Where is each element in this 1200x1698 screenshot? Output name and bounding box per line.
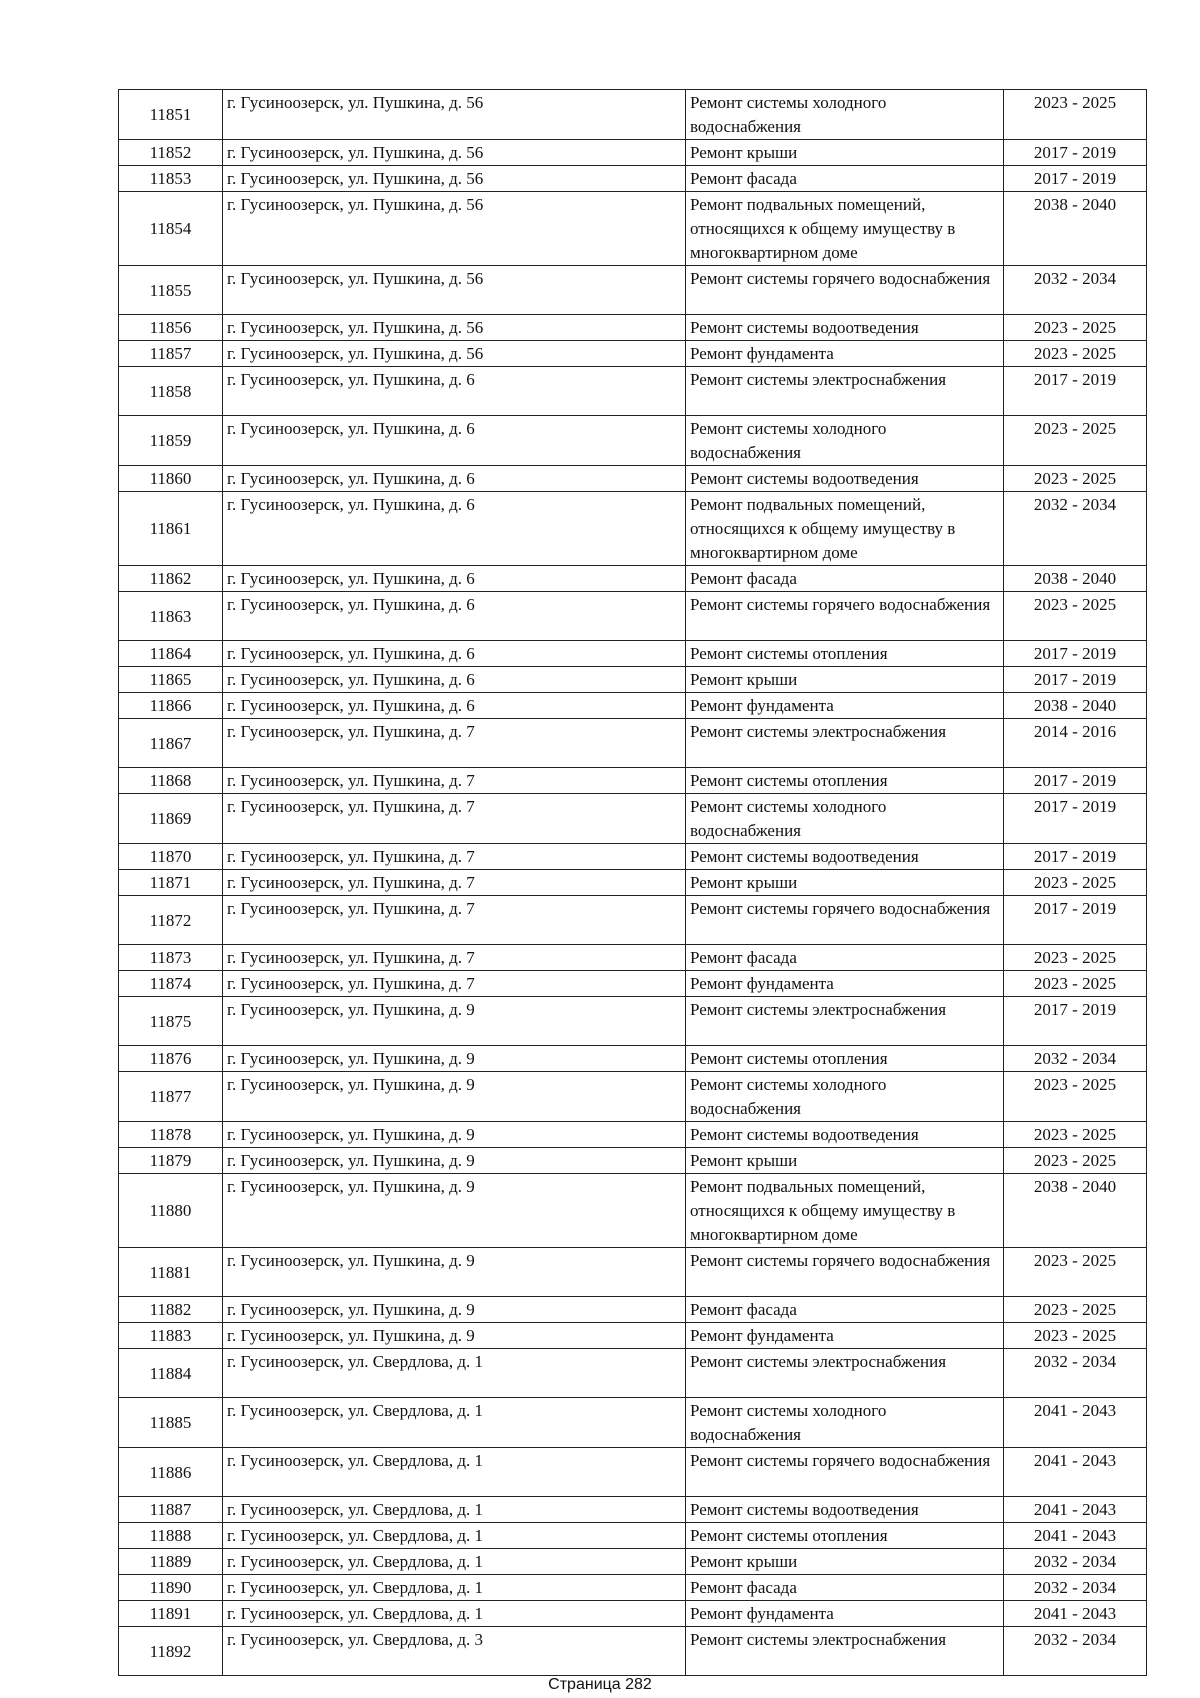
period-cell: 2017 - 2019 [1004,896,1147,945]
table-row [119,719,1147,768]
table-row [119,1627,1147,1676]
row-number-cell: 11852 [119,140,223,166]
address-cell: г. Гусиноозерск, ул. Пушкина, д. 9 [223,997,686,1046]
row-number-cell: 11853 [119,166,223,192]
period-cell: 2017 - 2019 [1004,140,1147,166]
work-type-cell: Ремонт системы электроснабжения [686,997,1004,1046]
table-row [119,667,1147,693]
address-cell: г. Гусиноозерск, ул. Пушкина, д. 6 [223,466,686,492]
work-type-cell: Ремонт фундамента [686,1323,1004,1349]
table-row [119,592,1147,641]
row-number-cell: 11891 [119,1601,223,1627]
row-number-cell: 11878 [119,1122,223,1148]
address-cell: г. Гусиноозерск, ул. Пушкина, д. 9 [223,1072,686,1122]
table-row [119,315,1147,341]
address-cell: г. Гусиноозерск, ул. Пушкина, д. 9 [223,1248,686,1297]
work-type-cell: Ремонт системы электроснабжения [686,719,1004,768]
row-number-cell: 11870 [119,844,223,870]
row-number-cell: 11880 [119,1174,223,1248]
work-type-cell: Ремонт системы водоотведения [686,466,1004,492]
work-type-cell: Ремонт системы водоотведения [686,844,1004,870]
period-cell: 2023 - 2025 [1004,466,1147,492]
period-cell: 2014 - 2016 [1004,719,1147,768]
table-row [119,1549,1147,1575]
table-row [119,1248,1147,1297]
table-row [119,1072,1147,1122]
period-cell: 2017 - 2019 [1004,844,1147,870]
period-cell: 2032 - 2034 [1004,1627,1147,1676]
address-cell: г. Гусиноозерск, ул. Пушкина, д. 7 [223,870,686,896]
work-type-cell: Ремонт подвальных помещений, относящихся к общему имуществу в многоквартирном доме [686,1174,1004,1248]
address-cell: г. Гусиноозерск, ул. Пушкина, д. 7 [223,768,686,794]
table-row [119,1148,1147,1174]
table-row [119,641,1147,667]
row-number-cell: 11889 [119,1549,223,1575]
row-number-cell: 11873 [119,945,223,971]
table-row [119,166,1147,192]
period-cell: 2032 - 2034 [1004,492,1147,566]
row-number-cell: 11886 [119,1448,223,1497]
row-number-cell: 11876 [119,1046,223,1072]
table-row [119,1601,1147,1627]
row-number-cell: 11883 [119,1323,223,1349]
work-type-cell: Ремонт фасада [686,1297,1004,1323]
period-cell: 2041 - 2043 [1004,1523,1147,1549]
work-type-cell: Ремонт системы электроснабжения [686,1349,1004,1398]
work-type-cell: Ремонт системы холодного водоснабжения [686,416,1004,466]
address-cell: г. Гусиноозерск, ул. Пушкина, д. 6 [223,416,686,466]
row-number-cell: 11867 [119,719,223,768]
period-cell: 2032 - 2034 [1004,1575,1147,1601]
table-row [119,1448,1147,1497]
period-cell: 2023 - 2025 [1004,1323,1147,1349]
work-type-cell: Ремонт крыши [686,870,1004,896]
period-cell: 2032 - 2034 [1004,1046,1147,1072]
row-number-cell: 11890 [119,1575,223,1601]
row-number-cell: 11871 [119,870,223,896]
row-number-cell: 11860 [119,466,223,492]
address-cell: г. Гусиноозерск, ул. Пушкина, д. 7 [223,971,686,997]
work-type-cell: Ремонт системы водоотведения [686,315,1004,341]
period-cell: 2017 - 2019 [1004,667,1147,693]
work-type-cell: Ремонт подвальных помещений, относящихся к общему имуществу в многоквартирном доме [686,492,1004,566]
row-number-cell: 11869 [119,794,223,844]
work-type-cell: Ремонт системы горячего водоснабжения [686,896,1004,945]
row-number-cell: 11866 [119,693,223,719]
row-number-cell: 11857 [119,341,223,367]
table-row [119,466,1147,492]
table-row [119,1122,1147,1148]
period-cell: 2032 - 2034 [1004,1349,1147,1398]
work-type-cell: Ремонт фундамента [686,693,1004,719]
address-cell: г. Гусиноозерск, ул. Пушкина, д. 9 [223,1174,686,1248]
address-cell: г. Гусиноозерск, ул. Пушкина, д. 9 [223,1297,686,1323]
period-cell: 2023 - 2025 [1004,1297,1147,1323]
table-row [119,416,1147,466]
address-cell: г. Гусиноозерск, ул. Пушкина, д. 56 [223,315,686,341]
work-type-cell: Ремонт системы холодного водоснабжения [686,1398,1004,1448]
address-cell: г. Гусиноозерск, ул. Пушкина, д. 7 [223,719,686,768]
table-row [119,844,1147,870]
address-cell: г. Гусиноозерск, ул. Пушкина, д. 9 [223,1046,686,1072]
table-row [119,266,1147,315]
period-cell: 2023 - 2025 [1004,592,1147,641]
table-row [119,566,1147,592]
table-row [119,945,1147,971]
work-type-cell: Ремонт фасада [686,945,1004,971]
period-cell: 2041 - 2043 [1004,1398,1147,1448]
table-row [119,1297,1147,1323]
period-cell: 2038 - 2040 [1004,192,1147,266]
row-number-cell: 11885 [119,1398,223,1448]
work-type-cell: Ремонт фасада [686,166,1004,192]
address-cell: г. Гусиноозерск, ул. Пушкина, д. 56 [223,166,686,192]
row-number-cell: 11872 [119,896,223,945]
work-type-cell: Ремонт системы холодного водоснабжения [686,794,1004,844]
table-row [119,1575,1147,1601]
period-cell: 2017 - 2019 [1004,641,1147,667]
row-number-cell: 11865 [119,667,223,693]
address-cell: г. Гусиноозерск, ул. Пушкина, д. 6 [223,641,686,667]
address-cell: г. Гусиноозерск, ул. Пушкина, д. 56 [223,192,686,266]
row-number-cell: 11877 [119,1072,223,1122]
table-row [119,794,1147,844]
row-number-cell: 11874 [119,971,223,997]
row-number-cell: 11879 [119,1148,223,1174]
period-cell: 2017 - 2019 [1004,997,1147,1046]
work-type-cell: Ремонт системы горячего водоснабжения [686,592,1004,641]
period-cell: 2023 - 2025 [1004,870,1147,896]
work-type-cell: Ремонт системы отопления [686,1046,1004,1072]
table-row [119,1323,1147,1349]
period-cell: 2023 - 2025 [1004,945,1147,971]
address-cell: г. Гусиноозерск, ул. Пушкина, д. 7 [223,844,686,870]
period-cell: 2032 - 2034 [1004,1549,1147,1575]
table-row [119,1174,1147,1248]
address-cell: г. Гусиноозерск, ул. Пушкина, д. 7 [223,794,686,844]
address-cell: г. Гусиноозерск, ул. Пушкина, д. 56 [223,140,686,166]
address-cell: г. Гусиноозерск, ул. Свердлова, д. 1 [223,1601,686,1627]
work-type-cell: Ремонт системы водоотведения [686,1497,1004,1523]
table-row [119,341,1147,367]
period-cell: 2032 - 2034 [1004,266,1147,315]
period-cell: 2023 - 2025 [1004,1248,1147,1297]
period-cell: 2023 - 2025 [1004,315,1147,341]
period-cell: 2017 - 2019 [1004,794,1147,844]
table-row [119,768,1147,794]
address-cell: г. Гусиноозерск, ул. Свердлова, д. 1 [223,1349,686,1398]
table-row [119,1398,1147,1448]
work-type-cell: Ремонт крыши [686,1549,1004,1575]
table-row [119,1046,1147,1072]
work-type-cell: Ремонт крыши [686,140,1004,166]
period-cell: 2041 - 2043 [1004,1497,1147,1523]
work-type-cell: Ремонт фасада [686,1575,1004,1601]
row-number-cell: 11888 [119,1523,223,1549]
period-cell: 2023 - 2025 [1004,90,1147,140]
work-type-cell: Ремонт системы отопления [686,1523,1004,1549]
period-cell: 2023 - 2025 [1004,1122,1147,1148]
address-cell: г. Гусиноозерск, ул. Пушкина, д. 6 [223,592,686,641]
address-cell: г. Гусиноозерск, ул. Пушкина, д. 9 [223,1148,686,1174]
row-number-cell: 11855 [119,266,223,315]
address-cell: г. Гусиноозерск, ул. Пушкина, д. 9 [223,1323,686,1349]
work-type-cell: Ремонт фундамента [686,1601,1004,1627]
table-row [119,997,1147,1046]
address-cell: г. Гусиноозерск, ул. Свердлова, д. 3 [223,1627,686,1676]
period-cell: 2023 - 2025 [1004,341,1147,367]
work-type-cell: Ремонт системы холодного водоснабжения [686,90,1004,140]
work-type-cell: Ремонт крыши [686,667,1004,693]
address-cell: г. Гусиноозерск, ул. Пушкина, д. 56 [223,266,686,315]
work-type-cell: Ремонт фасада [686,566,1004,592]
table-row [119,896,1147,945]
period-cell: 2017 - 2019 [1004,166,1147,192]
page-number: Страница 282 [548,1676,652,1693]
table-body [119,90,1147,1676]
period-cell: 2041 - 2043 [1004,1601,1147,1627]
address-cell: г. Гусиноозерск, ул. Пушкина, д. 6 [223,367,686,416]
work-type-cell: Ремонт подвальных помещений, относящихся к общему имуществу в многоквартирном доме [686,192,1004,266]
table-row [119,192,1147,266]
work-type-cell: Ремонт системы отопления [686,768,1004,794]
work-type-cell: Ремонт системы водоотведения [686,1122,1004,1148]
period-cell: 2041 - 2043 [1004,1448,1147,1497]
address-cell: г. Гусиноозерск, ул. Свердлова, д. 1 [223,1448,686,1497]
work-type-cell: Ремонт системы горячего водоснабжения [686,1248,1004,1297]
row-number-cell: 11861 [119,492,223,566]
row-number-cell: 11892 [119,1627,223,1676]
period-cell: 2023 - 2025 [1004,1148,1147,1174]
period-cell: 2038 - 2040 [1004,566,1147,592]
table-row [119,1349,1147,1398]
row-number-cell: 11863 [119,592,223,641]
row-number-cell: 11882 [119,1297,223,1323]
row-number-cell: 11875 [119,997,223,1046]
work-type-cell: Ремонт фундамента [686,971,1004,997]
address-cell: г. Гусиноозерск, ул. Пушкина, д. 56 [223,90,686,140]
address-cell: г. Гусиноозерск, ул. Пушкина, д. 56 [223,341,686,367]
work-type-cell: Ремонт системы электроснабжения [686,367,1004,416]
table-row [119,1497,1147,1523]
row-number-cell: 11881 [119,1248,223,1297]
period-cell: 2017 - 2019 [1004,768,1147,794]
table-row [119,90,1147,140]
address-cell: г. Гусиноозерск, ул. Свердлова, д. 1 [223,1497,686,1523]
address-cell: г. Гусиноозерск, ул. Свердлова, д. 1 [223,1575,686,1601]
address-cell: г. Гусиноозерск, ул. Свердлова, д. 1 [223,1549,686,1575]
period-cell: 2023 - 2025 [1004,416,1147,466]
address-cell: г. Гусиноозерск, ул. Пушкина, д. 6 [223,566,686,592]
address-cell: г. Гусиноозерск, ул. Свердлова, д. 1 [223,1398,686,1448]
row-number-cell: 11862 [119,566,223,592]
work-type-cell: Ремонт системы горячего водоснабжения [686,266,1004,315]
period-cell: 2038 - 2040 [1004,693,1147,719]
table-row [119,870,1147,896]
table-row [119,1523,1147,1549]
row-number-cell: 11887 [119,1497,223,1523]
table-row [119,492,1147,566]
table-row [119,693,1147,719]
row-number-cell: 11864 [119,641,223,667]
row-number-cell: 11868 [119,768,223,794]
period-cell: 2023 - 2025 [1004,971,1147,997]
work-type-cell: Ремонт системы горячего водоснабжения [686,1448,1004,1497]
repair-schedule-table [118,89,1147,1676]
work-type-cell: Ремонт системы отопления [686,641,1004,667]
address-cell: г. Гусиноозерск, ул. Пушкина, д. 7 [223,896,686,945]
work-type-cell: Ремонт крыши [686,1148,1004,1174]
address-cell: г. Гусиноозерск, ул. Пушкина, д. 6 [223,667,686,693]
row-number-cell: 11854 [119,192,223,266]
row-number-cell: 11856 [119,315,223,341]
address-cell: г. Гусиноозерск, ул. Пушкина, д. 9 [223,1122,686,1148]
row-number-cell: 11859 [119,416,223,466]
row-number-cell: 11851 [119,90,223,140]
address-cell: г. Гусиноозерск, ул. Пушкина, д. 6 [223,693,686,719]
period-cell: 2017 - 2019 [1004,367,1147,416]
period-cell: 2038 - 2040 [1004,1174,1147,1248]
address-cell: г. Гусиноозерск, ул. Пушкина, д. 7 [223,945,686,971]
work-type-cell: Ремонт фундамента [686,341,1004,367]
table-row [119,971,1147,997]
address-cell: г. Гусиноозерск, ул. Свердлова, д. 1 [223,1523,686,1549]
row-number-cell: 11858 [119,367,223,416]
table-row [119,140,1147,166]
period-cell: 2023 - 2025 [1004,1072,1147,1122]
address-cell: г. Гусиноозерск, ул. Пушкина, д. 6 [223,492,686,566]
work-type-cell: Ремонт системы электроснабжения [686,1627,1004,1676]
row-number-cell: 11884 [119,1349,223,1398]
work-type-cell: Ремонт системы холодного водоснабжения [686,1072,1004,1122]
table-row [119,367,1147,416]
